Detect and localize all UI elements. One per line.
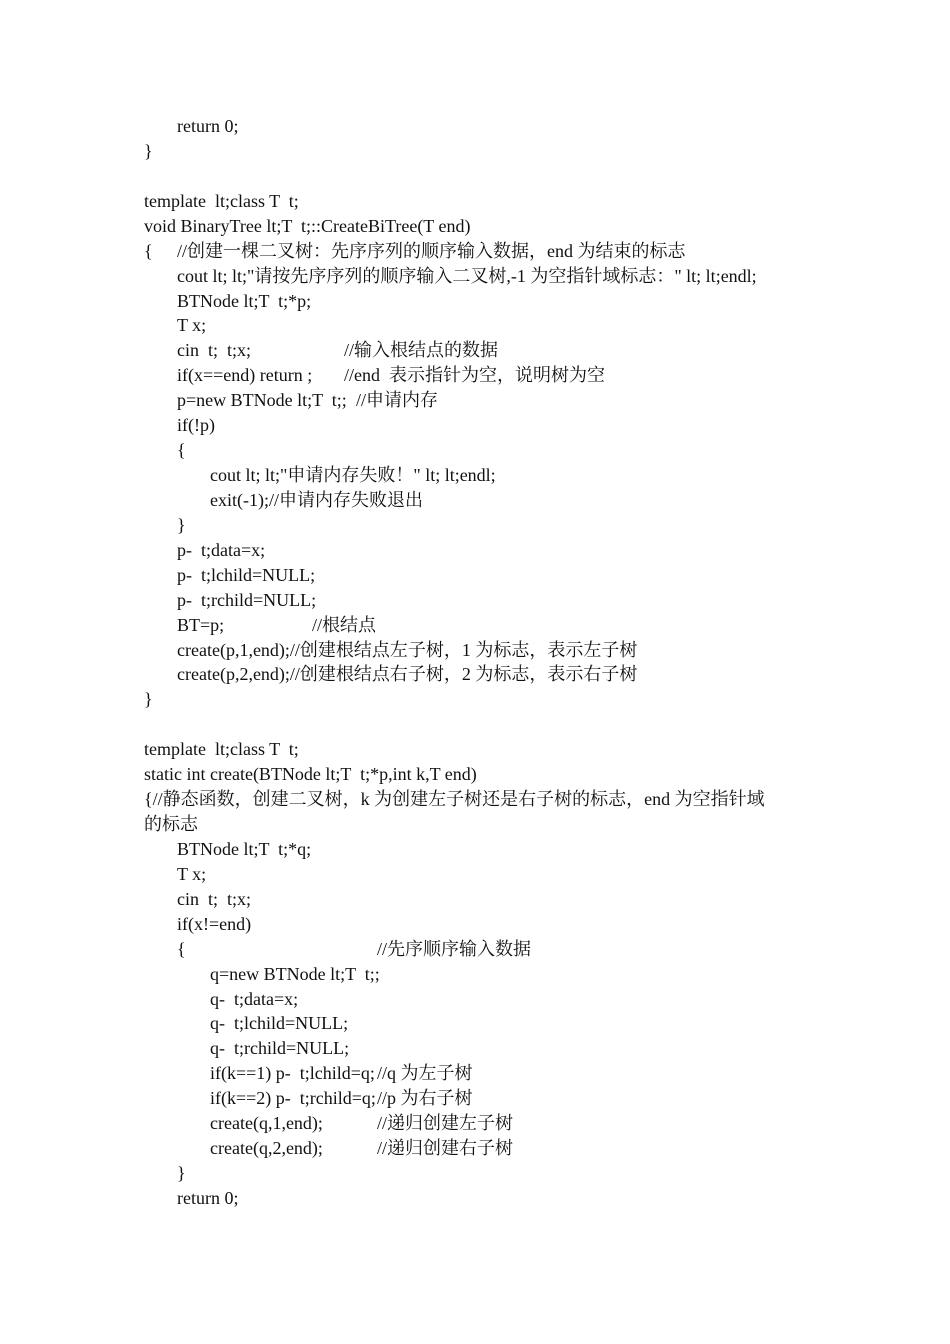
code-line: } (144, 689, 153, 710)
code-line: return 0; (177, 116, 239, 136)
code-line: q- t;rchild=NULL; (210, 1038, 350, 1059)
code-line: { (177, 938, 186, 959)
code-comment: //递归创建右子树 (377, 1138, 514, 1159)
code-line: p=new BTNode lt;T t;; (177, 390, 347, 411)
code-line: T x; (177, 315, 207, 336)
code-line: cout lt; lt;"请按先序序列的顺序输入二叉树,-1 为空指针域标志：" lt; lt;endl; (177, 265, 757, 286)
code-line: return 0; (177, 1187, 239, 1208)
code-line: { (144, 240, 153, 261)
code-line: T x; (177, 863, 207, 884)
code-line: q=new BTNode lt;T t;; (210, 963, 380, 984)
code-line: p- t;lchild=NULL; (177, 564, 316, 585)
code-comment: //递归创建左子树 (377, 1113, 514, 1134)
code-line: create(q,2,end); (210, 1138, 323, 1159)
code-line: 的标志 (144, 814, 198, 835)
code-comment: //p 为右子树 (377, 1088, 473, 1109)
code-comment: //根结点 (312, 614, 377, 635)
code-line: } (144, 140, 153, 161)
code-comment: //创建一棵二叉树：先序序列的顺序输入数据，end 为结束的标志 (177, 240, 686, 261)
code-line: q- t;data=x; (210, 988, 299, 1009)
code-line: BT=p; (177, 614, 225, 635)
code-line: template lt;class T t; (144, 739, 299, 760)
code-line: } (177, 1163, 186, 1184)
code-line: create(p,1,end);//创建根结点左子树，1 为标志，表示左子树 (177, 639, 638, 660)
code-line: cin t; t;x; (177, 888, 251, 909)
code-line: {//静态函数，创建二叉树，k 为创建左子树还是右子树的标志，end 为空指针域 (144, 789, 765, 810)
code-line: static int create(BTNode lt;T t;*p,int k,T end) (144, 764, 477, 785)
code-line: if(!p) (177, 415, 215, 436)
code-line: if(x==end) return ; (177, 365, 313, 386)
code-line: BTNode lt;T t;*p; (177, 290, 312, 311)
code-line: void BinaryTree lt;T t;::CreateBiTree(T end) (144, 215, 471, 236)
code-comment: //end 表示指针为空，说明树为空 (344, 365, 605, 386)
code-line: if(x!=end) (177, 913, 252, 934)
code-line: cout lt; lt;"申请内存失败！" lt; lt;endl; (210, 465, 496, 486)
code-line: BTNode lt;T t;*q; (177, 838, 312, 859)
code-line: create(q,1,end); (210, 1113, 323, 1134)
code-line: exit(-1);//申请内存失败退出 (210, 489, 423, 510)
code-line: { (177, 440, 186, 461)
code-line: p- t;rchild=NULL; (177, 589, 317, 610)
code-line: cin t; t;x; (177, 340, 251, 361)
code-line: } (177, 514, 186, 535)
code-comment: //申请内存 (356, 390, 439, 411)
code-line: if(k==1) p- t;lchild=q; (210, 1063, 375, 1084)
code-line: if(k==2) p- t;rchild=q; (210, 1088, 376, 1109)
code-comment: //先序顺序输入数据 (377, 938, 532, 959)
code-line: create(p,2,end);//创建根结点右子树，2 为标志，表示右子树 (177, 664, 638, 685)
code-comment: //输入根结点的数据 (344, 340, 499, 361)
code-comment: //q 为左子树 (377, 1063, 473, 1084)
code-line: q- t;lchild=NULL; (210, 1013, 349, 1034)
code-line: template lt;class T t; (144, 190, 299, 211)
code-line: p- t;data=x; (177, 539, 266, 560)
